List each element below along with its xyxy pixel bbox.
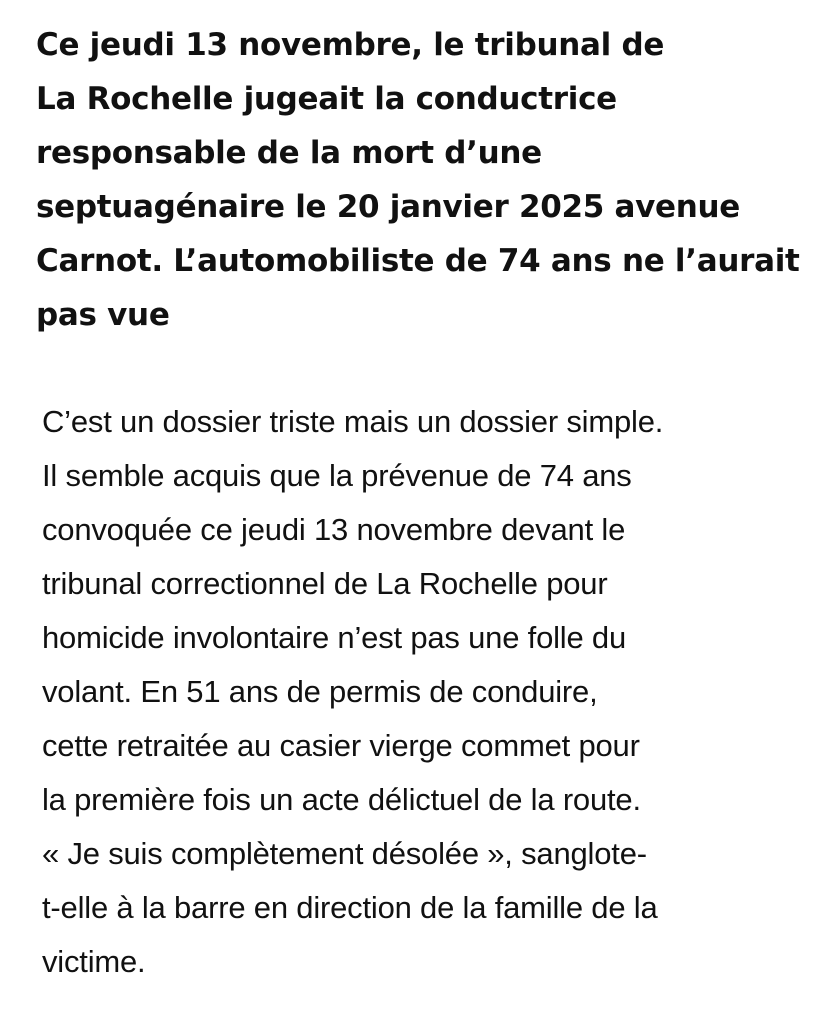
lead-line: pas vue <box>36 297 170 333</box>
lead-line: Ce jeudi 13 novembre, le tribunal de <box>36 27 665 63</box>
body-line: t-elle à la barre en direction de la famille de la <box>42 890 658 925</box>
body-line: convoquée ce jeudi 13 novembre devant le <box>42 512 626 547</box>
article-lead <box>36 18 816 342</box>
body-line: cette retraitée au casier vierge commet pour <box>42 728 640 763</box>
lead-line: La Rochelle jugeait la conductrice <box>36 81 617 117</box>
body-line: C’est un dossier triste mais un dossier simple. <box>42 404 664 439</box>
body-line: victime. <box>42 944 146 979</box>
body-line: la première fois un acte délictuel de la route. <box>42 782 641 817</box>
body-line: tribunal correctionnel de La Rochelle pour <box>42 566 608 601</box>
article-body <box>42 395 812 989</box>
body-line: Il semble acquis que la prévenue de 74 ans <box>42 458 632 493</box>
body-line: « Je suis complètement désolée », sanglote- <box>42 836 647 871</box>
lead-line: responsable de la mort d’une <box>36 135 542 171</box>
lead-line: Carnot. L’automobiliste de 74 ans ne l’aurait <box>36 243 800 279</box>
lead-line: septuagénaire le 20 janvier 2025 avenue <box>36 189 741 225</box>
body-line: volant. En 51 ans de permis de conduire, <box>42 674 598 709</box>
body-line: homicide involontaire n’est pas une folle du <box>42 620 627 655</box>
